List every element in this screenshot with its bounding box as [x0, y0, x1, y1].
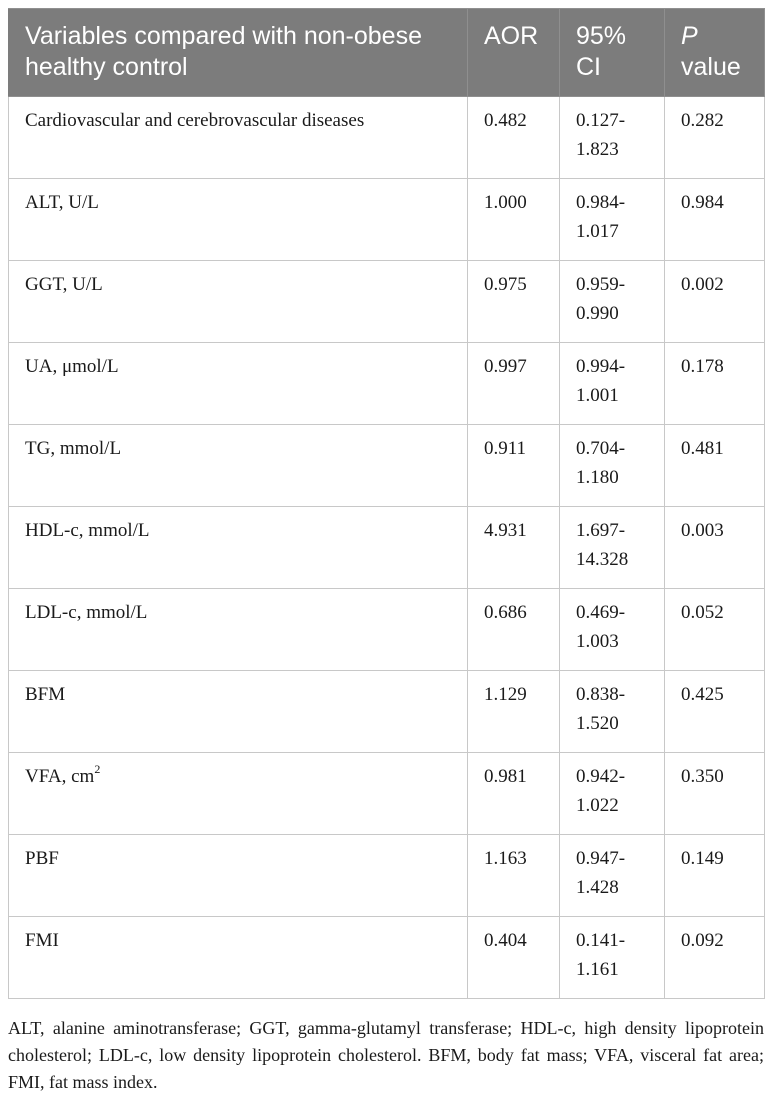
ci-high: 1.428 — [576, 877, 619, 898]
cell-p — [665, 507, 765, 589]
cell-aor — [468, 917, 560, 999]
cell-ci — [560, 917, 665, 999]
cell-variable — [9, 97, 468, 179]
table-header — [9, 9, 765, 97]
ci-low: 0.141- — [576, 930, 626, 951]
cell-variable — [9, 671, 468, 753]
ci-low: 0.704- — [576, 438, 626, 459]
variable-label: LDL-c, mmol/L — [25, 602, 148, 623]
p-value: 0.052 — [681, 602, 724, 623]
p-value: 0.003 — [681, 520, 724, 541]
cell-p — [665, 97, 765, 179]
ci-high: 1.823 — [576, 139, 619, 160]
table-body — [9, 97, 765, 999]
p-value: 0.002 — [681, 274, 724, 295]
cell-variable — [9, 507, 468, 589]
cell-variable — [9, 261, 468, 343]
ci-high: 1.001 — [576, 385, 619, 406]
cell-variable — [9, 917, 468, 999]
variable-label: HDL-c, mmol/L — [25, 520, 150, 541]
aor-value: 0.981 — [484, 766, 527, 787]
p-value: 0.350 — [681, 766, 724, 787]
table-row — [9, 753, 765, 835]
ci-low: 0.947- — [576, 848, 626, 869]
aor-value: 0.482 — [484, 110, 527, 131]
cell-variable — [9, 835, 468, 917]
cell-aor — [468, 343, 560, 425]
cell-variable — [9, 343, 468, 425]
table-footnote: ALT, alanine aminotransferase; GGT, gamma-glutamyl transferase; HDL-c, high density lipoprotein cholesterol; LDL-c, low density lipoprotein cholesterol. BFM, body fat mass; VFA, visceral fat area; FMI, fat mass index. — [8, 1018, 764, 1092]
variable-label: GGT, U/L — [25, 274, 103, 295]
cell-p — [665, 179, 765, 261]
table-row — [9, 179, 765, 261]
p-value: 0.425 — [681, 684, 724, 705]
ci-high: 1.017 — [576, 221, 619, 242]
cell-p — [665, 425, 765, 507]
cell-aor — [468, 589, 560, 671]
header-p-value — [665, 9, 765, 97]
cell-p — [665, 917, 765, 999]
ci-low: 0.469- — [576, 602, 626, 623]
ci-low: 0.984- — [576, 192, 626, 213]
header-ci-text: 95% CI — [576, 22, 627, 81]
ci-low: 0.127- — [576, 110, 626, 131]
cell-ci — [560, 671, 665, 753]
variable-label: UA, μmol/L — [25, 356, 119, 377]
header-variables-text: Variables compared with non-obese healthy control — [25, 22, 422, 81]
cell-ci — [560, 179, 665, 261]
p-value: 0.282 — [681, 110, 724, 131]
aor-value: 0.686 — [484, 602, 527, 623]
cell-ci — [560, 97, 665, 179]
variable-label: VFA, cm — [25, 766, 95, 787]
aor-value: 0.997 — [484, 356, 527, 377]
cell-p — [665, 671, 765, 753]
table-row — [9, 261, 765, 343]
ci-high: 1.520 — [576, 713, 619, 734]
cell-aor — [468, 835, 560, 917]
aor-value: 0.911 — [484, 438, 527, 459]
table-row — [9, 425, 765, 507]
cell-aor — [468, 261, 560, 343]
aor-value: 1.129 — [484, 684, 527, 705]
ci-high: 14.328 — [576, 549, 629, 570]
cell-aor — [468, 671, 560, 753]
ci-high: 1.161 — [576, 959, 619, 980]
p-value: 0.178 — [681, 356, 724, 377]
variable-label: TG, mmol/L — [25, 438, 122, 459]
ci-high: 1.022 — [576, 795, 619, 816]
ci-high: 1.003 — [576, 631, 619, 652]
cell-p — [665, 753, 765, 835]
cell-ci — [560, 343, 665, 425]
p-value: 0.092 — [681, 930, 724, 951]
variable-label: ALT, U/L — [25, 192, 99, 213]
cell-p — [665, 589, 765, 671]
variable-label: FMI — [25, 930, 59, 951]
cell-ci — [560, 507, 665, 589]
aor-value: 0.975 — [484, 274, 527, 295]
cell-aor — [468, 507, 560, 589]
table-row — [9, 671, 765, 753]
p-value: 0.481 — [681, 438, 724, 459]
cell-p — [665, 835, 765, 917]
cell-variable — [9, 179, 468, 261]
ci-low: 0.838- — [576, 684, 626, 705]
cell-aor — [468, 97, 560, 179]
ci-low: 1.697- — [576, 520, 626, 541]
aor-value: 0.404 — [484, 930, 527, 951]
aor-value: 1.163 — [484, 848, 527, 869]
cell-ci — [560, 261, 665, 343]
header-ci — [560, 9, 665, 97]
ci-low: 0.994- — [576, 356, 626, 377]
cell-variable — [9, 753, 468, 835]
cell-aor — [468, 753, 560, 835]
table-row — [9, 507, 765, 589]
variable-label: Cardiovascular and cerebrovascular diseases — [25, 110, 365, 131]
header-aor-text: AOR — [484, 22, 539, 50]
cell-p — [665, 261, 765, 343]
ci-low: 0.942- — [576, 766, 626, 787]
ci-high: 1.180 — [576, 467, 619, 488]
cell-ci — [560, 753, 665, 835]
aor-value: 4.931 — [484, 520, 527, 541]
header-p-rest: value — [681, 53, 741, 81]
header-aor — [468, 9, 560, 97]
variable-label: PBF — [25, 848, 59, 869]
results-table — [8, 8, 765, 999]
ci-low: 0.959- — [576, 274, 626, 295]
ci-high: 0.990 — [576, 303, 619, 324]
cell-aor — [468, 425, 560, 507]
variable-label: BFM — [25, 684, 66, 705]
table-row — [9, 917, 765, 999]
cell-ci — [560, 589, 665, 671]
table-row — [9, 589, 765, 671]
header-p-italic: P — [681, 22, 698, 50]
table-container — [8, 8, 764, 1114]
p-value: 0.149 — [681, 848, 724, 869]
table-row — [9, 97, 765, 179]
aor-value: 1.000 — [484, 192, 527, 213]
table-row — [9, 835, 765, 917]
variable-superscript: 2 — [94, 761, 101, 776]
cell-variable — [9, 589, 468, 671]
p-value: 0.984 — [681, 192, 724, 213]
cell-p — [665, 343, 765, 425]
header-row — [9, 9, 765, 97]
cell-variable — [9, 425, 468, 507]
table-row — [9, 343, 765, 425]
header-variables — [9, 9, 468, 97]
cell-ci — [560, 425, 665, 507]
cell-ci — [560, 835, 665, 917]
cell-aor — [468, 179, 560, 261]
